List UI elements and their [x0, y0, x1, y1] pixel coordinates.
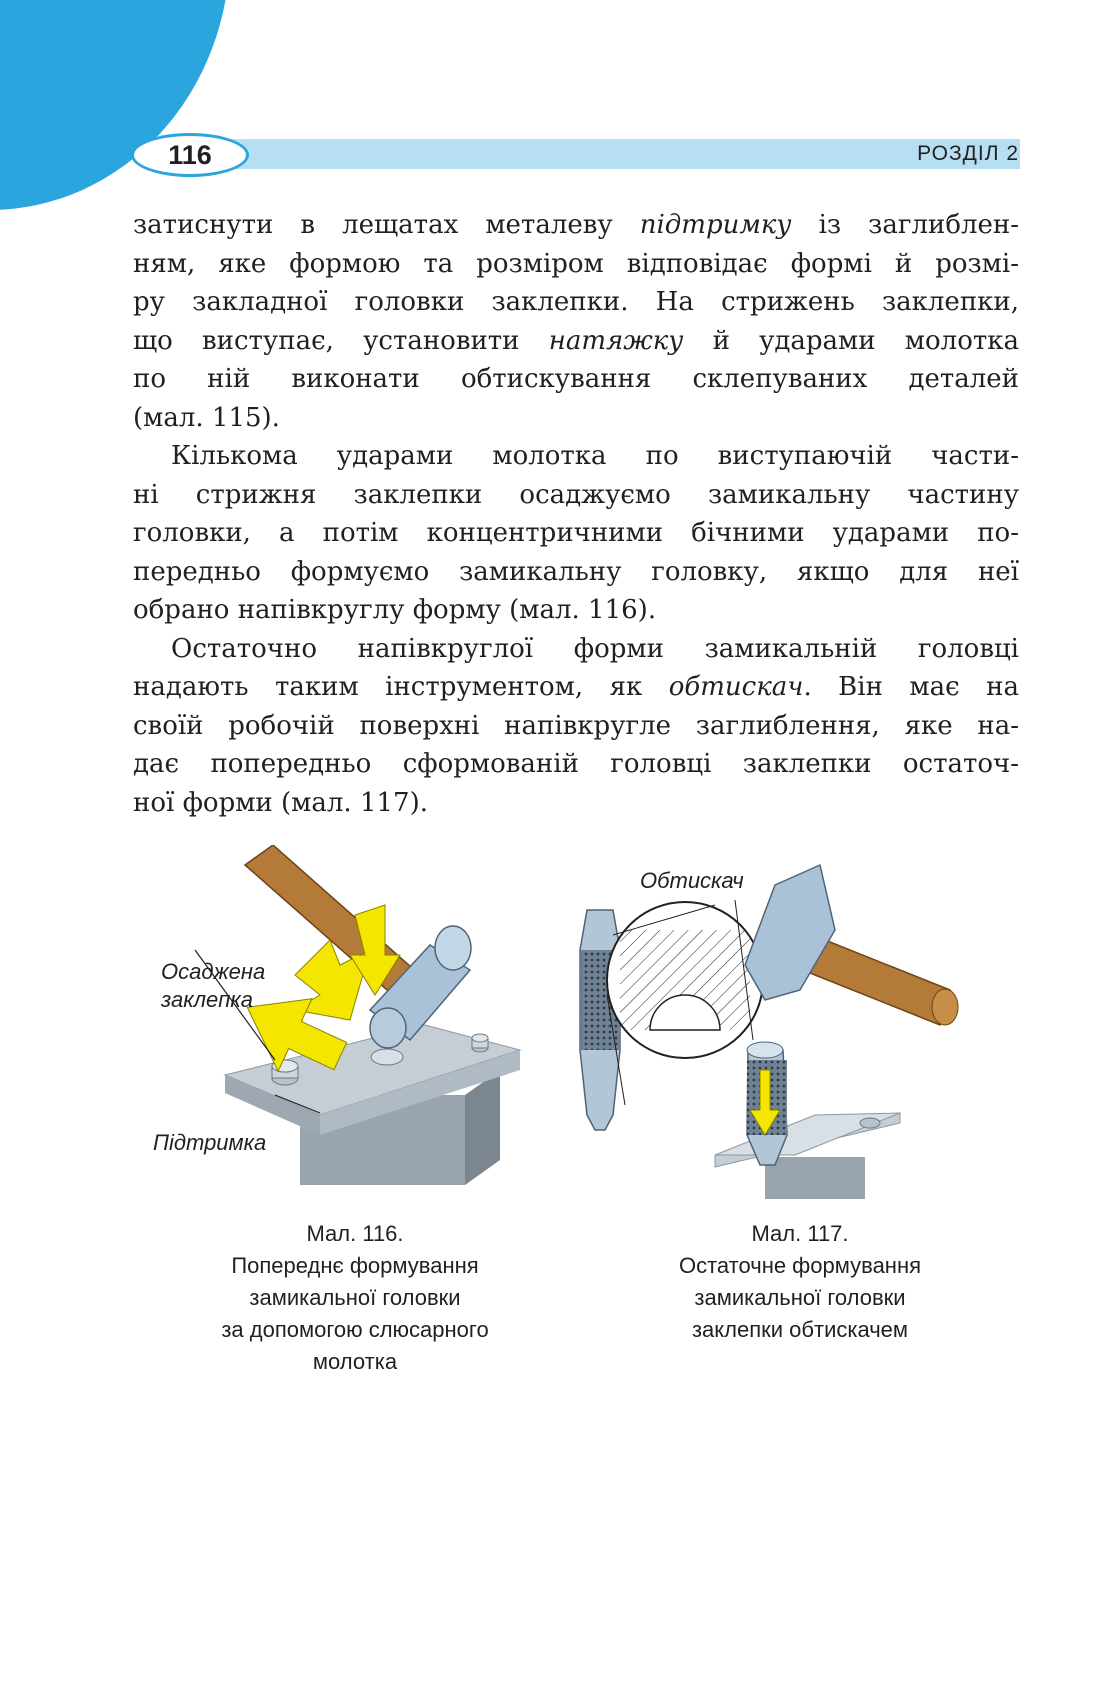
section-title: РОЗДІЛ 2: [917, 142, 1019, 165]
page-number: 116: [168, 140, 212, 170]
caption-line: Попереднє формування: [231, 1253, 479, 1278]
text-line: надають таким інструментом, як обтискач. Він має на: [133, 672, 1019, 702]
text-line: Кількома ударами молотка по виступаючій части-: [171, 441, 1019, 471]
label-support: Підтримка: [153, 1130, 267, 1155]
text-line: дає попередньо сформованій головці заклепки остаточ-: [133, 749, 1019, 779]
paragraph: [133, 437, 1019, 630]
text-line: по ній виконати обтискування склепуваних деталей: [133, 364, 1019, 394]
paragraph: [133, 206, 1019, 437]
text-line: ної форми (мал. 117).: [133, 787, 428, 818]
figure-117-illustration: [565, 855, 1025, 1200]
text-line: головки, а потім концентричними бічними ударами по-: [133, 518, 1019, 548]
caption-line: заклепки обтискачем: [691, 1317, 909, 1342]
emphasis-term: підтримку: [639, 210, 792, 240]
text-line: ням, яке формою та розміром відповідає формі й розмі-: [133, 248, 1019, 279]
caption-line: за допомогою слюсарного: [221, 1317, 489, 1342]
emphasis-term: натяжку: [548, 325, 684, 356]
caption-line: замикальної головки: [694, 1285, 906, 1310]
text-line: Остаточно напівкруглої форми замикальній головці: [171, 633, 1019, 664]
caption-line: замикальної головки: [249, 1285, 461, 1310]
caption-line: Остаточне формування: [678, 1253, 922, 1278]
caption-line: Мал. 117.: [751, 1221, 849, 1246]
text-line: своїй робочій поверхні напівкругле заглиблення, яке на-: [133, 710, 1019, 741]
text-line: затиснути в лещатах металеву підтримку із заглиблен-: [133, 210, 1019, 240]
text-line: ні стрижня заклепки осаджуємо замикальну частину: [133, 479, 1019, 510]
label-tool: Обтискач: [640, 868, 744, 893]
emphasis-term: обтискач: [668, 672, 804, 702]
caption-line: молотка: [312, 1349, 398, 1374]
text-line: передньо формуємо замикальну головку, якщо для неї: [133, 556, 1019, 587]
caption-line: Мал. 116.: [306, 1221, 404, 1246]
figure-116-caption: [160, 1218, 550, 1378]
label-riveted: [161, 958, 265, 1014]
label-riveted-line1: Осаджена: [161, 959, 266, 984]
text-line: (мал. 115).: [133, 402, 280, 433]
text-line: що виступає, установити натяжку й ударами молотка: [133, 325, 1019, 356]
text-line: ру закладної головки заклепки. На стрижень заклепки,: [133, 287, 1019, 317]
figure-117-caption: [610, 1218, 990, 1346]
label-riveted-line2: заклепка: [161, 987, 253, 1012]
header-band: [150, 139, 1020, 169]
corner-decoration: [0, 0, 230, 210]
text-line: обрано напівкруглу форму (мал. 116).: [133, 595, 657, 625]
body-text: [133, 206, 1019, 822]
paragraph: [133, 630, 1019, 823]
